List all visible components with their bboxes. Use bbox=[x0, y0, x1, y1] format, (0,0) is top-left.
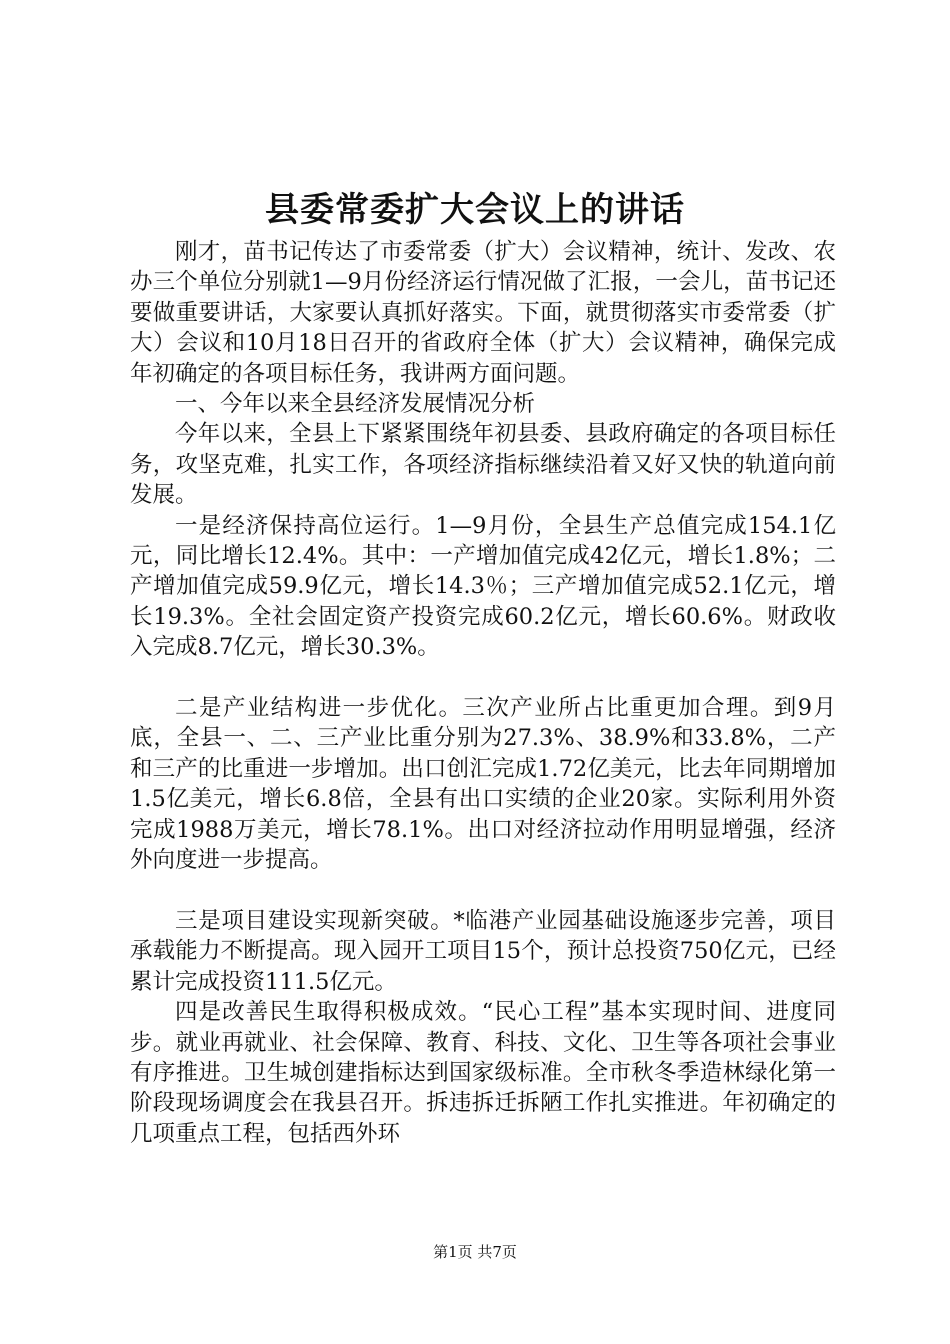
document-title: 县委常委扩大会议上的讲话 bbox=[265, 190, 685, 230]
paragraph-intro: 刚才，苗书记传达了市委常委（扩大）会议精神，统计、发改、农办三个单位分别就1—9月份经济运行情况做了汇报，一会儿，苗书记还要做重要讲话，大家要认真抓好落实。下面，就贯彻落实市委常委（扩大）会议和10月18日召开的省政府全体（扩大）会议精神，确保完成年初确定的各项目标任务，我讲两方面问题。 bbox=[130, 239, 836, 387]
paragraph-livelihood: 四是改善民生取得积极成效。“民心工程”基本实现时间、进度同步。就业再就业、社会保障、教育、科技、文化、卫生等各项社会事业有序推进。卫生城创建指标达到国家级标准。全市秋冬季造林绿化第一阶段现场调度会在我县召开。拆违拆迁拆陋工作扎实推进。年初确定的几项重点工程，包括西外环 bbox=[130, 999, 836, 1147]
page-footer: 第1页 共7页 bbox=[433, 1243, 517, 1261]
document-body bbox=[130, 237, 836, 1149]
section-heading: 一、今年以来全县经济发展情况分析 bbox=[175, 391, 536, 418]
paragraph-economy: 一是经济保持高位运行。1—9月份，全县生产总值完成154.1亿元，同比增长12.4%。其中：一产增加值完成42亿元，增长1.8%；二产增加值完成59.9亿元，增长14.3％；三产增加值完成52.1亿元，增长19.3%。全社会固定资产投资完成60.2亿元，增长60.6%。财政收入完成8.7亿元，增长30.3%。 bbox=[130, 512, 836, 661]
paragraph-projects: 三是项目建设实现新突破。*临港产业园基础设施逐步完善，项目承载能力不断提高。现入园开工项目15个，预计总投资750亿元，已经累计完成投资111.5亿元。 bbox=[130, 907, 836, 995]
paragraph-overview: 今年以来，全县上下紧紧围绕年初县委、县政府确定的各项目标任务，攻坚克难，扎实工作，各项经济指标继续沿着又好又快的轨道向前发展。 bbox=[130, 421, 836, 509]
paragraph-industry-structure: 二是产业结构进一步优化。三次产业所占比重更加合理。到9月底，全县一、二、三产业比重分别为27.3%、38.9%和33.8%，二产和三产的比重进一步增加。出口创汇完成1.72亿美元，比去年同期增加1.5亿美元，增长6.8倍，全县有出口实绩的企业20家。实际利用外资完成1988万美元，增长78.1%。出口对经济拉动作用明显增强，经济外向度进一步提高。 bbox=[130, 695, 836, 874]
